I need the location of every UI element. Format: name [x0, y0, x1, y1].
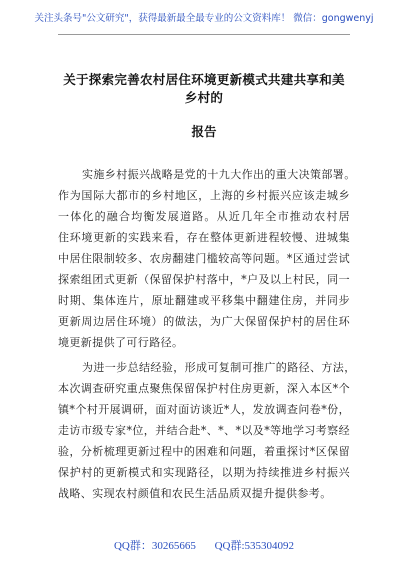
- paragraph-line: 镇*个村开展调研，面对面访谈近*人，发放调查问卷*份，: [58, 403, 350, 416]
- footer-qq-group-2: QQ群:535304092: [214, 540, 295, 552]
- header-divider: [58, 34, 350, 35]
- paragraph-line: 作为国际大都市的乡村地区，上海的乡村振兴应该走城乡: [58, 189, 350, 202]
- paragraph-line: 境更新提供了可行路径。: [58, 336, 184, 349]
- footer-qq-group-1: QQ群：30265665: [113, 540, 196, 552]
- paragraph-line: 更新周边居住环境）的做法，为广大保留保护村的居住环: [58, 315, 350, 328]
- document-title: 关于探索完善农村居住环境更新模式共建共享和美乡村的: [63, 72, 345, 105]
- paragraph-line: 中居住限制较多、农房翻建门槛较高等问题。*区通过尝试: [58, 252, 350, 265]
- paragraph-line: 走访市级专家*位，并结合赴*、*、*以及*等地学习考察经: [58, 424, 350, 437]
- paragraph-line: 住环境更新的实践来看，存在整体更新进程较慢、进城集: [58, 231, 350, 244]
- page-header-banner: 关注头条号"公文研究"，获得最新最全最专业的公文资料库！ 微信：gongwenyj: [34, 13, 374, 24]
- paragraph-line: 时期、集体连片，原址翻建或平移集中翻建住房，并同步: [58, 294, 350, 307]
- paragraph-line: 探索组团式更新（保留保护村落中，*户及以上村民，同一: [58, 273, 350, 286]
- document-title-continued: 报告: [191, 124, 217, 139]
- paragraph-line: 一体化的融合均衡发展道路。从近几年全市推动农村居: [58, 210, 350, 223]
- body-paragraph-1: [58, 164, 356, 353]
- page-footer: [0, 537, 408, 553]
- paragraph-line: 实施乡村振兴战略是党的十九大作出的重大决策部署。: [82, 168, 356, 181]
- paragraph-line: 本次调查研究重点聚焦保留保护村住房更新，深入本区*个: [58, 382, 350, 395]
- paragraph-line: 验，分析梳理更新过程中的困难和问题，着重探讨*区保留: [58, 445, 350, 458]
- paragraph-line: 战略、实现农村颜值和农民生活品质双提升提供参考。: [58, 487, 332, 500]
- paragraph-line: 保护村的更新模式和实现路径，以期为持续推进乡村振兴: [58, 466, 350, 479]
- paragraph-line: 为进一步总结经验，形成可复制可推广的路径、方法，: [82, 361, 356, 374]
- body-paragraph-2: [58, 357, 356, 504]
